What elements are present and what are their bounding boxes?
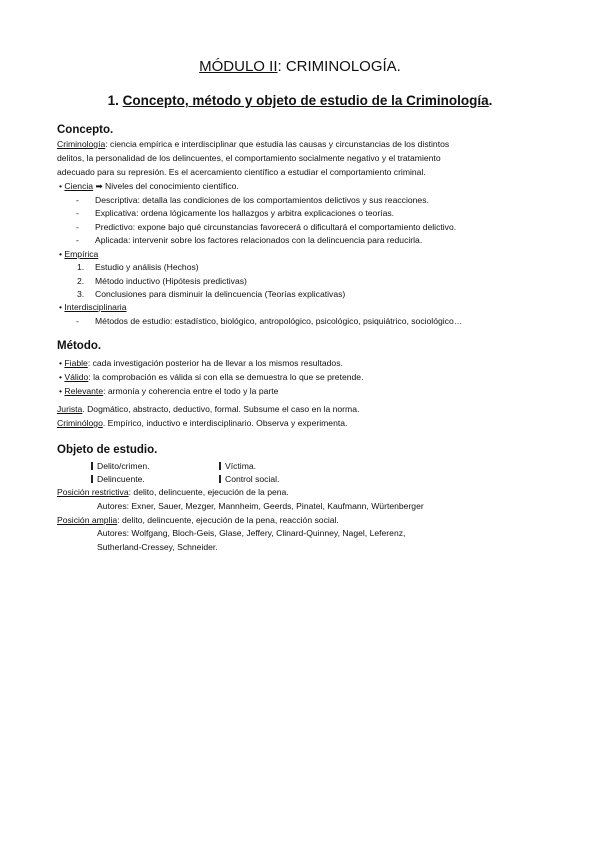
definition-text-1: : ciencia empírica e interdisciplinar que estudia las causas y circunstancias de los distintos [105,139,450,149]
bullet: • [59,302,63,312]
valido-term: Válido [64,372,89,382]
bullet: • [59,249,63,259]
posicion-amplia-line [57,515,339,526]
metodo-item-valido [59,372,363,383]
amplia-term: Posición amplia [57,515,118,525]
dash: - [76,195,79,205]
section-title-end: . [488,93,493,108]
title-module: MÓDULO II [199,58,278,75]
jurista-text: . Dogmático, abstracto, deductivo, formal. Subsume el caso en la norma. [82,404,360,414]
list-item-ciencia [59,181,239,192]
empirica-item-3: Conclusiones para disminuir la delincuencia (Teorías explicativas) [95,289,346,299]
ciencia-text: Niveles del conocimiento científico. [102,181,239,191]
relevante-term: Relevante [64,386,104,396]
dash: - [76,222,79,232]
jurista-term: Jurista [57,404,83,414]
fiable-text: : cada investigación posterior ha de llevar a los mismos resultados. [87,358,343,368]
amplia-autores-1: Autores: Wolfgang, Bloch-Geis, Glase, Jeffery, Clinard-Quinney, Nagel, Leferenz, [97,528,406,538]
bar-marker [219,475,221,483]
definition-line-3: adecuado para su represión. Es el acercamiento científico a estudiar el comportamiento criminal. [57,167,426,177]
number: 2. [77,276,85,286]
interdisciplinaria-item: Métodos de estudio: estadístico, biológico, antropológico, psicológico, psiquiátrico, sociológico… [95,316,463,326]
empirica-item-2: Método inductivo (Hipótesis predictivas) [95,276,247,286]
restrictiva-term: Posición restrictiva [57,487,129,497]
empirica-item-1: Estudio y análisis (Hechos) [95,262,199,272]
heading-objeto: Objeto de estudio. [57,444,158,456]
arrow-icon: ➡ [95,181,103,191]
jurista-line [57,404,359,415]
objeto-item-delincuente [91,474,145,485]
objeto-victima-text: Víctima. [225,461,257,471]
number: 1. [77,262,85,272]
definition-line-2: delitos, la personalidad de los delincuentes, el comportamiento socialmente negativo y el tratamiento [57,153,441,163]
ciencia-item-aplicada: Aplicada: intervenir sobre los factores relacionados con la delincuencia para reducirla. [95,235,423,245]
bullet: • [59,358,63,368]
dash: - [76,316,79,326]
objeto-item-delito [91,461,150,472]
bullet: • [59,372,63,382]
definition-line-1 [57,139,449,150]
interdisciplinaria-term: Interdisciplinaria [64,302,127,312]
heading-metodo: Método. [57,340,102,352]
amplia-autores-2: Sutherland-Cressey, Schneider. [97,542,218,552]
section-title [0,93,600,108]
fiable-term: Fiable [64,358,88,368]
valido-text: : la comprobación es válida si con ella se demuestra lo que se pretende. [88,372,364,382]
objeto-delincuente-text: Delincuente. [97,474,145,484]
section-title-text: Concepto, método y objeto de estudio de la Criminología [122,93,489,108]
dash: - [76,208,79,218]
section-number: 1. [107,93,123,108]
bar-marker [91,475,93,483]
criminologo-line [57,418,347,429]
heading-concepto: Concepto. [57,124,114,136]
definition-term: Criminología [57,139,106,149]
ciencia-item-descriptiva: Descriptiva: detalla las condiciones de los comportamientos delictivos y sus reacciones. [95,195,429,205]
ciencia-item-explicativa: Explicativa: ordena lógicamente los hallazgos y arbitra explicaciones o teorías. [95,208,395,218]
number: 3. [77,289,85,299]
metodo-item-relevante [59,386,278,397]
objeto-control-social-text: Control social. [225,474,280,484]
restrictiva-text: : delito, delincuente, ejecución de la pena. [128,487,289,497]
criminologo-term: Criminólogo [57,418,103,428]
criminologo-text: . Empírico, inductivo e interdisciplinario. Observa y experimenta. [102,418,348,428]
bar-marker [91,462,93,470]
list-item-empirica [59,249,98,260]
bullet: • [59,386,63,396]
title-rest: : CRIMINOLOGÍA. [277,58,401,75]
relevante-text: : armonía y coherencia entre el todo y la parte [103,386,279,396]
empirica-term: Empírica [64,249,99,259]
objeto-item-victima [219,461,256,472]
ciencia-item-predictivo: Predictivo: expone bajo qué circunstancias favorecerá o dificultará el comportamiento delictivo. [95,222,457,232]
dash: - [76,235,79,245]
metodo-item-fiable [59,358,343,369]
list-item-interdisciplinaria [59,302,127,313]
bullet: • [59,181,63,191]
ciencia-term: Ciencia [64,181,94,191]
bar-marker [219,462,221,470]
objeto-delito-text: Delito/crimen. [97,461,150,471]
amplia-text: : delito, delincuente, ejecución de la pena, reacción social. [117,515,339,525]
objeto-item-control-social [219,474,279,485]
restrictiva-autores: Autores: Exner, Sauer, Mezger, Mannheim, Geerds, Pinatel, Kaufmann, Würtenberger [97,501,424,511]
posicion-restrictiva-line [57,487,289,498]
page-title [0,58,600,75]
